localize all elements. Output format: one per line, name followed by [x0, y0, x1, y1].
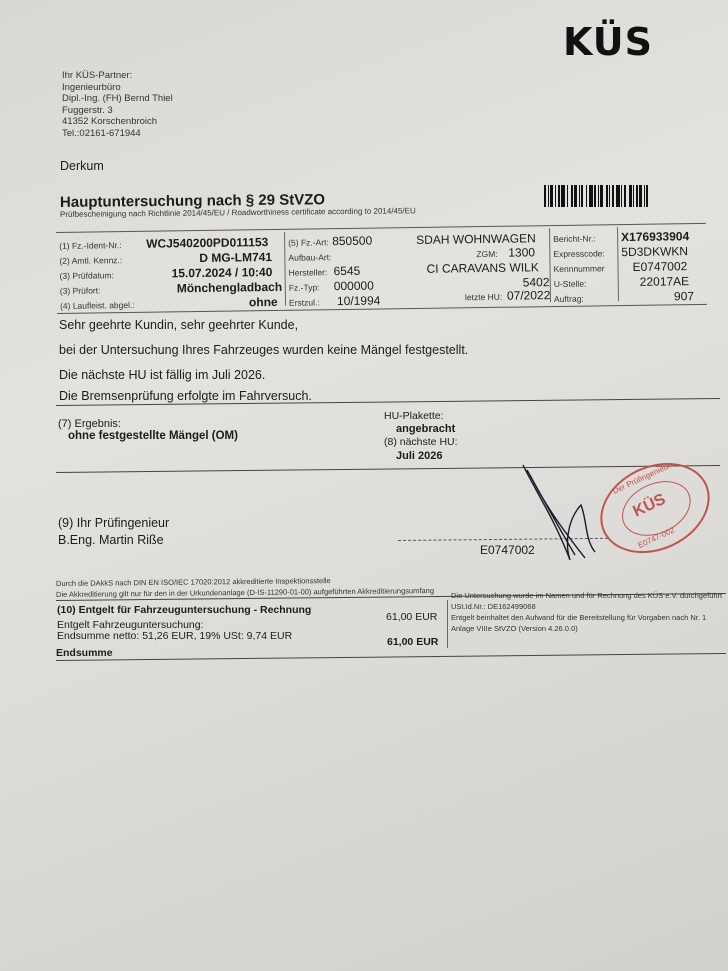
- ort-label: (3) Prüfort:: [59, 285, 101, 296]
- kenn-label: Kennnummer: [553, 263, 605, 275]
- next-hu-label: (8) nächste HU:: [384, 436, 458, 448]
- stamp-top: Der Prüfingenieur: [611, 461, 672, 496]
- partner-line: Tel.:02161-671944: [62, 127, 141, 139]
- letter-line: Die Bremsenprüfung erfolgte im Fahrversuch.: [59, 389, 312, 403]
- kennz-label: (2) Amtl. Kennz.:: [59, 255, 123, 266]
- lauf-value: ohne: [248, 294, 278, 310]
- plakette-label: HU-Plakette:: [384, 410, 444, 422]
- partner-line: Ingenieurbüro: [62, 81, 121, 93]
- invoice-note: USt.Id.Nr.: DE162499068: [451, 602, 536, 611]
- partner-line: Fuggerstr. 3: [62, 104, 113, 116]
- ort-value: Mönchengladbach: [176, 279, 283, 296]
- vehicle-brand: CI CARAVANS WILK: [426, 260, 539, 276]
- ustelle-label: U-Stelle:: [553, 278, 587, 290]
- next-hu-value: Juli 2026: [396, 450, 443, 462]
- typ-value: 000000: [333, 278, 374, 294]
- partner-address: [62, 70, 173, 139]
- partner-line: Ihr KÜS-Partner:: [62, 70, 133, 81]
- kenn-value: E0747002: [632, 259, 688, 274]
- zgm-label: ZGM:: [476, 248, 498, 260]
- datum-label: (3) Prüfdatum:: [59, 270, 115, 281]
- invoice-item: Entgelt Fahrzeuguntersuchung:: [57, 619, 204, 631]
- zgm-value: 1300: [508, 245, 536, 260]
- document-title: Hauptuntersuchung nach § 29 StVZO: [59, 191, 326, 211]
- aufbau-label: Aufbau-Art:: [288, 252, 332, 263]
- accreditation-line: Die Akkreditierung gilt nur für den in der Urkundenanlage (D-IS-11290-01-00) aufgeführten Akkreditierungsumfang: [55, 586, 435, 599]
- invoice-item-amount: 61,00 EUR: [386, 611, 438, 623]
- engineer-label: (9) Ihr Prüfingenieur: [58, 516, 170, 530]
- express-value: 5D3DKWKN: [621, 244, 689, 260]
- bericht-value: X176933904: [621, 229, 690, 245]
- signature: [515, 460, 605, 565]
- erstzul-value: 10/1994: [336, 293, 381, 309]
- kennz-value: D MG-LM741: [199, 249, 273, 265]
- kues-logo: KÜS: [563, 20, 654, 64]
- art-value: 850500: [332, 233, 373, 249]
- result-label: (7) Ergebnis:: [58, 418, 121, 430]
- typ-label: Fz.-Typ:: [288, 282, 320, 293]
- partner-line: Dipl.-Ing. (FH) Bernd Thiel: [62, 93, 173, 104]
- stamp-bottom: E0747-002: [636, 525, 676, 551]
- datum-value: 15.07.2024 / 10:40: [171, 264, 273, 281]
- vehicle-type: SDAH WOHNWAGEN: [416, 231, 536, 247]
- invoice-note: Die Untersuchung wurde im Namen und für Rechnung des KÜS e.V. durchgeführt: [451, 591, 723, 600]
- ustelle-value: 22017AE: [639, 274, 690, 289]
- hu-label: letzte HU:: [464, 291, 503, 303]
- recipient-name: Derkum: [60, 159, 104, 173]
- partner-line: 41352 Korschenbroich: [62, 116, 158, 127]
- invoice-note: Anlage VIIIe StVZO (Version 4.26.0.0): [451, 624, 578, 633]
- ident-value: WCJ540200PD011153: [146, 235, 269, 251]
- hersteller-value: 6545: [333, 263, 361, 279]
- invoice-total-amount: 61,00 EUR: [387, 636, 439, 648]
- bericht-label: Bericht-Nr.:: [553, 233, 596, 245]
- erstzul-label: Erstzul.:: [288, 297, 320, 308]
- document-subtitle: Prüfbescheinigung nach Richtlinie 2014/45/EU / Roadworthiness certificate according to 2014/45/EU: [59, 206, 416, 219]
- hu-value: 07/2022: [506, 288, 551, 303]
- ident-label: (1) Fz.-Ident-Nr.:: [59, 240, 122, 251]
- auftrag-value: 907: [673, 289, 695, 304]
- letter-greeting: Sehr geehrte Kundin, sehr geehrter Kunde,: [59, 318, 299, 332]
- plakette-value: angebracht: [396, 423, 456, 435]
- engineer-name: B.Eng. Martin Riße: [58, 533, 164, 547]
- letter-line: bei der Untersuchung Ihres Fahrzeuges wurden keine Mängel festgestellt.: [59, 343, 469, 357]
- engineer-number: E0747002: [480, 543, 535, 557]
- barcode: [544, 185, 694, 207]
- accreditation-line: Durch die DAkkS nach DIN EN ISO/IEC 17020:2012 akkreditierte Inspektionsstelle: [55, 576, 331, 588]
- invoice-note: Entgelt beinhaltet den Aufwand für die Bereitstellung für Vorgaben nach Nr. 1: [451, 613, 707, 622]
- auftrag-label: Auftrag:: [553, 293, 584, 305]
- letter-line: Die nächste HU ist fällig im Juli 2026.: [59, 368, 266, 382]
- result-value: ohne festgestellte Mängel (OM): [68, 430, 238, 442]
- invoice-total-label: Endsumme: [56, 647, 113, 659]
- vehicle-data-box: [56, 223, 707, 314]
- lauf-label: (4) Laufleist. abgel.:: [59, 299, 135, 311]
- invoice-netto: Endsumme netto: 51,26 EUR, 19% USt: 9,74 EUR: [57, 630, 293, 642]
- code-value: 5402: [522, 275, 550, 290]
- stamp-logo: KÜS: [630, 490, 669, 521]
- art-label: (5) Fz.-Art:: [288, 237, 329, 248]
- invoice-title: (10) Entgelt für Fahrzeuguntersuchung - Rechnung: [57, 604, 312, 616]
- hersteller-label: Hersteller:: [288, 267, 328, 278]
- express-label: Expresscode:: [553, 248, 605, 260]
